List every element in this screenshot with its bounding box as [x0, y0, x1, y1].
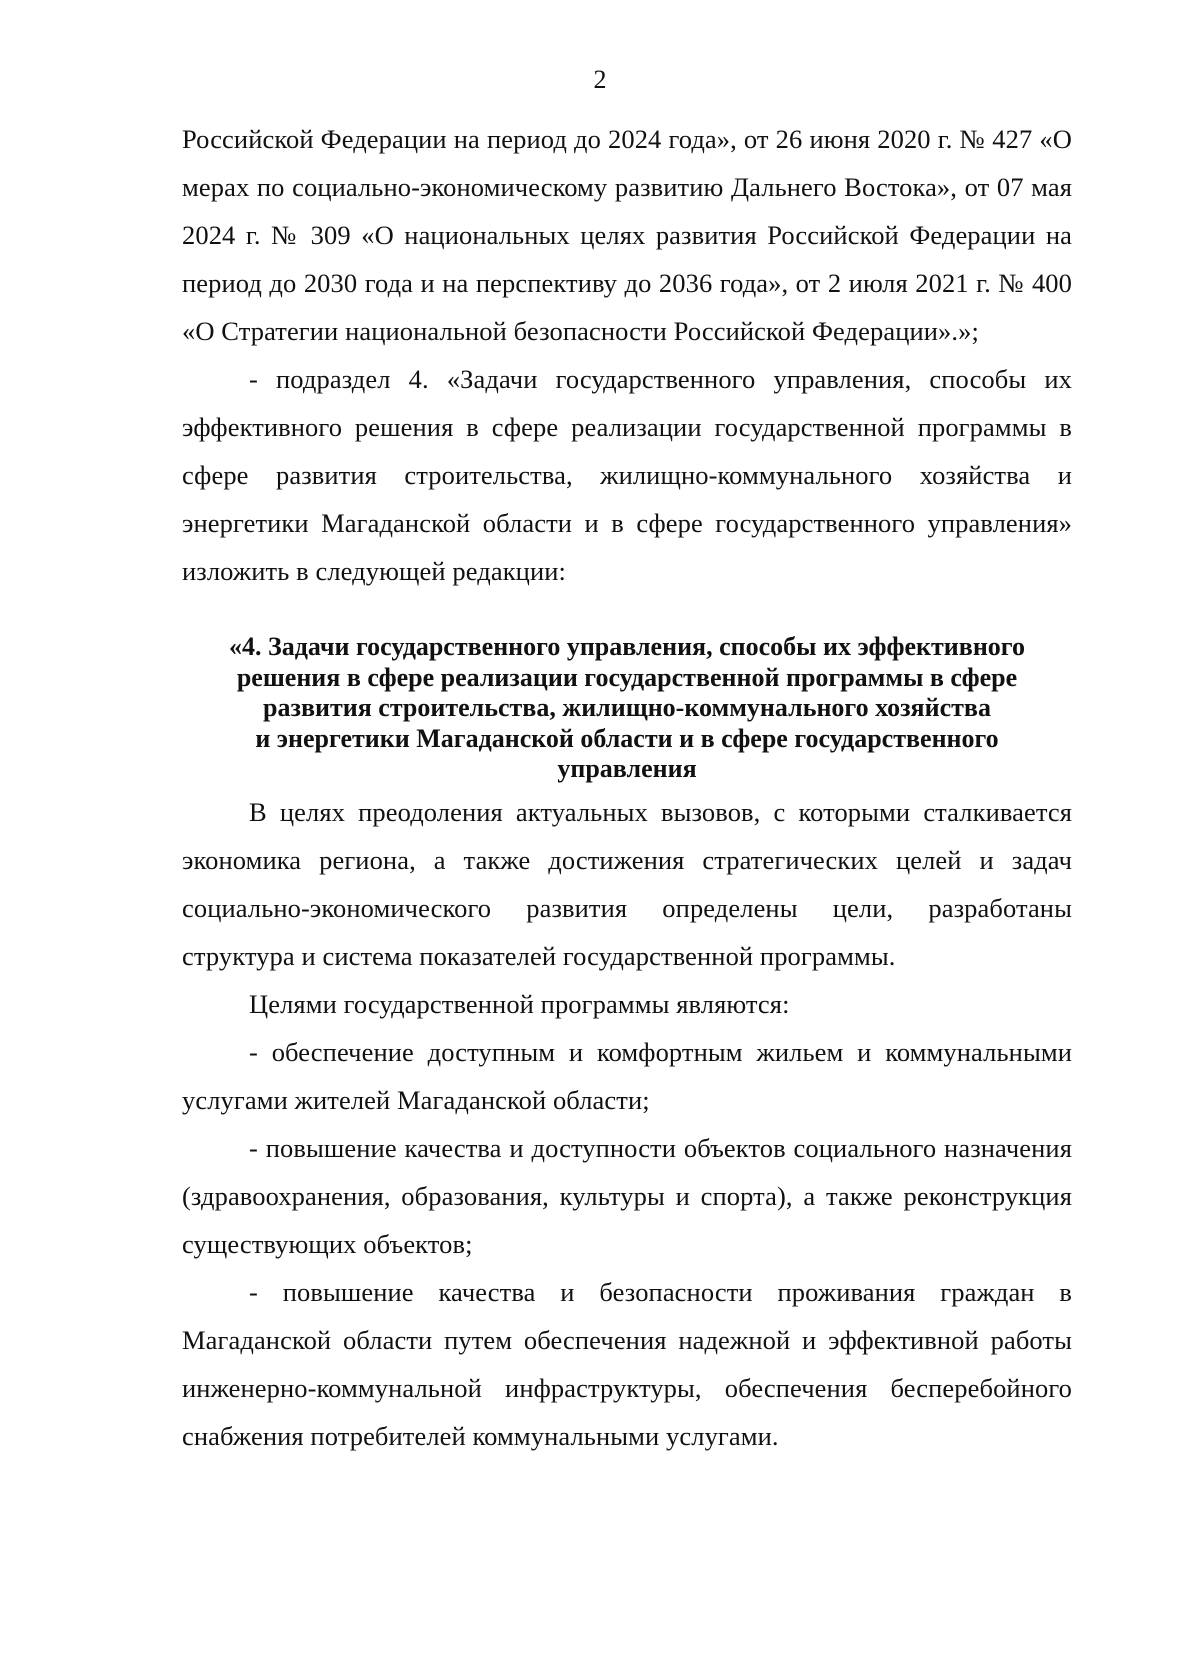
goal-item-housing: - обеспечение доступным и комфортным жильем и коммунальными услугами жителей Магаданской области;: [182, 1037, 1072, 1115]
section-heading-line: управления: [557, 754, 697, 783]
goal-item-utilities: - повышение качества и безопасности проживания граждан в Магаданской области путем обеспечения надежной и эффективной работы инженерно-коммунальной инфраструктуры, обеспечения бесперебойного снабжения потребителей коммунальными услугами.: [182, 1277, 1072, 1451]
section-heading-line: «4. Задачи государственного управления, способы их эффективного: [229, 632, 1025, 661]
section-heading-line: решения в сфере реализации государственной программы в сфере: [236, 662, 1018, 692]
amendment-paragraph: - подраздел 4. «Задачи государственного управления, способы их эффективного решения в сфере реализации государственной программы в сфере развития строительства, жилищно-коммунального хозяйства и энергетики Магаданской области и в сфере государственного управления» изложить в следующей редакции:: [182, 364, 1072, 586]
goals-lead-paragraph: Целями государственной программы являются:: [249, 989, 790, 1019]
section-heading: [182, 632, 1072, 785]
goal-item-social-facilities: - повышение качества и доступности объектов социального назначения (здравоохранения, образования, культуры и спорта), а также реконструкция существующих объектов;: [182, 1133, 1072, 1259]
continuation-paragraph: Российской Федерации на период до 2024 года», от 26 июня 2020 г. № 427 «О мерах по социально-экономическому развитию Дальнего Востока», от 07 мая 2024 г. № 309 «О национальных целях развития Российской Федерации на период до 2030 года и на перспективу до 2036 года», от 2 июля 2021 г. № 400 «О Стратегии национальной безопасности Российской Федерации».»;: [182, 124, 1072, 346]
section-heading-line: и энергетики Магаданской области и в сфере государственного: [255, 723, 999, 753]
page-number: 2: [593, 65, 607, 94]
lower-text-block: [182, 788, 1072, 1460]
section-heading-line: развития строительства, жилищно-коммунального хозяйства: [263, 693, 991, 722]
upper-text-block: [182, 115, 1072, 595]
intro-paragraph: В целях преодоления актуальных вызовов, с которыми сталкивается экономика региона, а также достижения стратегических целей и задач социально-экономического развития определены цели, разработаны структура и система показателей государственной программы.: [182, 797, 1072, 971]
